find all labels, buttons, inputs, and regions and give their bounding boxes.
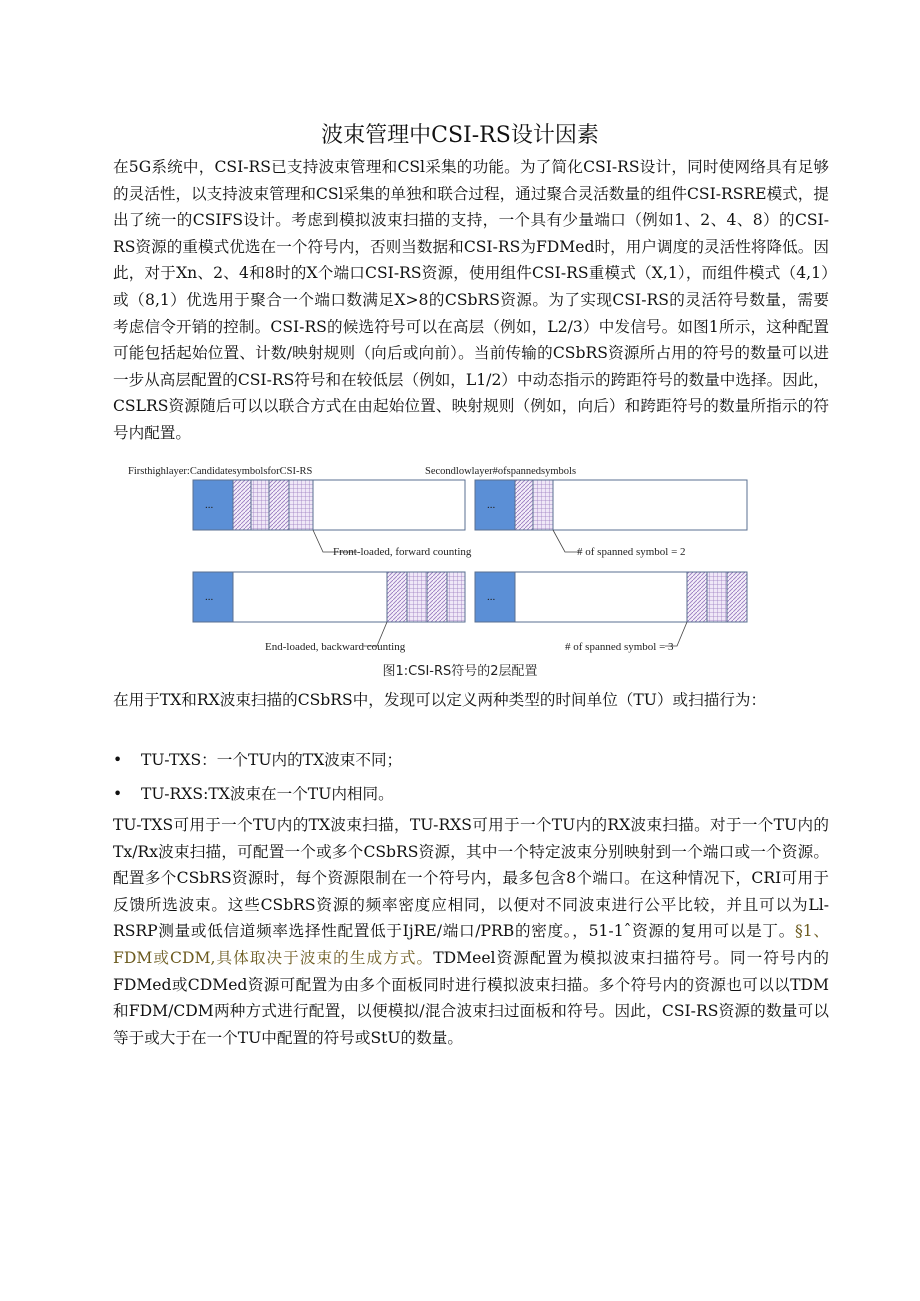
bar-spanned-2 xyxy=(475,480,747,530)
bar-end-loaded xyxy=(193,572,465,622)
page-title: 波束管理中CSI-RS设计因素 xyxy=(321,123,599,148)
bullet-item xyxy=(113,748,402,770)
beam-sweep-paragraph xyxy=(113,812,829,1051)
label-end-loaded: End-loaded, backward counting xyxy=(265,641,406,653)
bullet-item xyxy=(113,782,394,804)
figure-label-second-layer: Secondlowlayer#ofspannedsymbols xyxy=(425,466,577,477)
bullet-dot: • xyxy=(113,785,123,803)
paragraph-text: TU-TXS可用于一个TU内的TX波束扫描，TU-RXS可用于一个TU内的RX波束扫描。对于一个TU内的Tx/Rx波束扫描，可配置一个或多个CSbRS资源，其中一个特定波束分别映射到一个端口或一个资源。配置多个CSbRS资源时，每个资源限制在一个符号内，最多包含8个端口。在这种情况下，CRI可用于反馈所选波束。这些CSbRS资源的频率密度应相同，以便对不同波束进行公平比较，并且可以为Ll-RSRP测量或低信道频率选择性配置低于IjRE/端口/PRB的密度。，51-1ˆ资源的复用可以是丁。 xyxy=(113,816,829,941)
label-front-loaded: Front-loaded, forward counting xyxy=(333,546,472,558)
label-spanned-2: # of spanned symbol = 2 xyxy=(577,546,686,558)
label-spanned-3: # of spanned symbol = 3 xyxy=(565,641,674,653)
bar-spanned-3 xyxy=(475,572,747,622)
ellipsis-label: ... xyxy=(487,499,496,511)
ellipsis-label: ... xyxy=(205,499,214,511)
bullet-text: TU-TXS：一个TU内的TX波束不同； xyxy=(141,751,403,769)
figure-caption: 图1:CSI-RS符号的2层配置 xyxy=(382,664,538,679)
ellipsis-label: ... xyxy=(487,591,496,603)
intro-paragraph: 在5G系统中，CSI-RS已支持波束管理和CSl采集的功能。为了简化CSI-RS设计，同时使网络具有足够的灵活性，以支持波束管理和CSl采集的单独和联合过程，通过聚合灵活数量的组件CSI-RSRE模式，提出了统一的CSIFS设计。考虑到模拟波束扫描的支持，一个具有少量端口（例如1、2、4、8）的CSI-RS资源的重模式优选在一个符号内，否则当数据和CSI-RS为FDMed时，用户调度的灵活性将降低。因此，对于Xn、2、4和8时的X个端口CSI-RS资源，使用组件CSI-RS重模式（X,1），而组件模式（4,1）或（8,1）优选用于聚合一个端口数满足X>8的CSbRS资源。为了实现CSI-RS的灵活符号数量，需要考虑信令开销的控制。CSI-RS的候选符号可以在高层（例如，L2/3）中发信号。如图1所示，这种配置可能包括起始位置、计数/映射规则（向后或向前）。当前传输的CSbRS资源所占用的符号的数量可以进一步从高层配置的CSI-RS符号和在较低层（例如，L1/2）中动态指示的跨距符号的数量中选择。因此，CSLRS资源随后可以以联合方式在由起始位置、映射规则（例如，向后）和跨距符号的数量所指示的符号内配置。 xyxy=(113,158,829,442)
tu-paragraph: 在用于TX和RX波束扫描的CSbRS中，发现可以定义两种类型的时间单位（TU）或扫描行为： xyxy=(113,691,767,709)
paragraph-text: TDMeel资源配置为模拟波束扫描符号。同一符号内的FDMed或CDMed资源可配置为由多个面板同时进行模拟波束扫描。多个符号内的资源也可以以TDM和FDM/CDM两种方式进行配置，以便模拟/混合波束扫过面板和符号。因此，CSI-RS资源的数量可以等于或大于在一个TU中配置的符号或StU的数量。 xyxy=(113,948,829,1047)
highlight-text: §1、FDM或CDM,具体取决于波束的生成方式。 xyxy=(113,922,829,967)
figure-label-first-layer: Firsthighlayer:CandidatesymbolsforCSI-RS xyxy=(128,466,313,477)
bullet-text: TU-RXS:TX波束在一个TU内相同。 xyxy=(141,785,394,803)
csi-rs-symbol-figure xyxy=(125,460,765,660)
bullet-dot: • xyxy=(113,751,123,769)
bar-front-loaded xyxy=(193,480,465,530)
ellipsis-label: ... xyxy=(205,591,214,603)
